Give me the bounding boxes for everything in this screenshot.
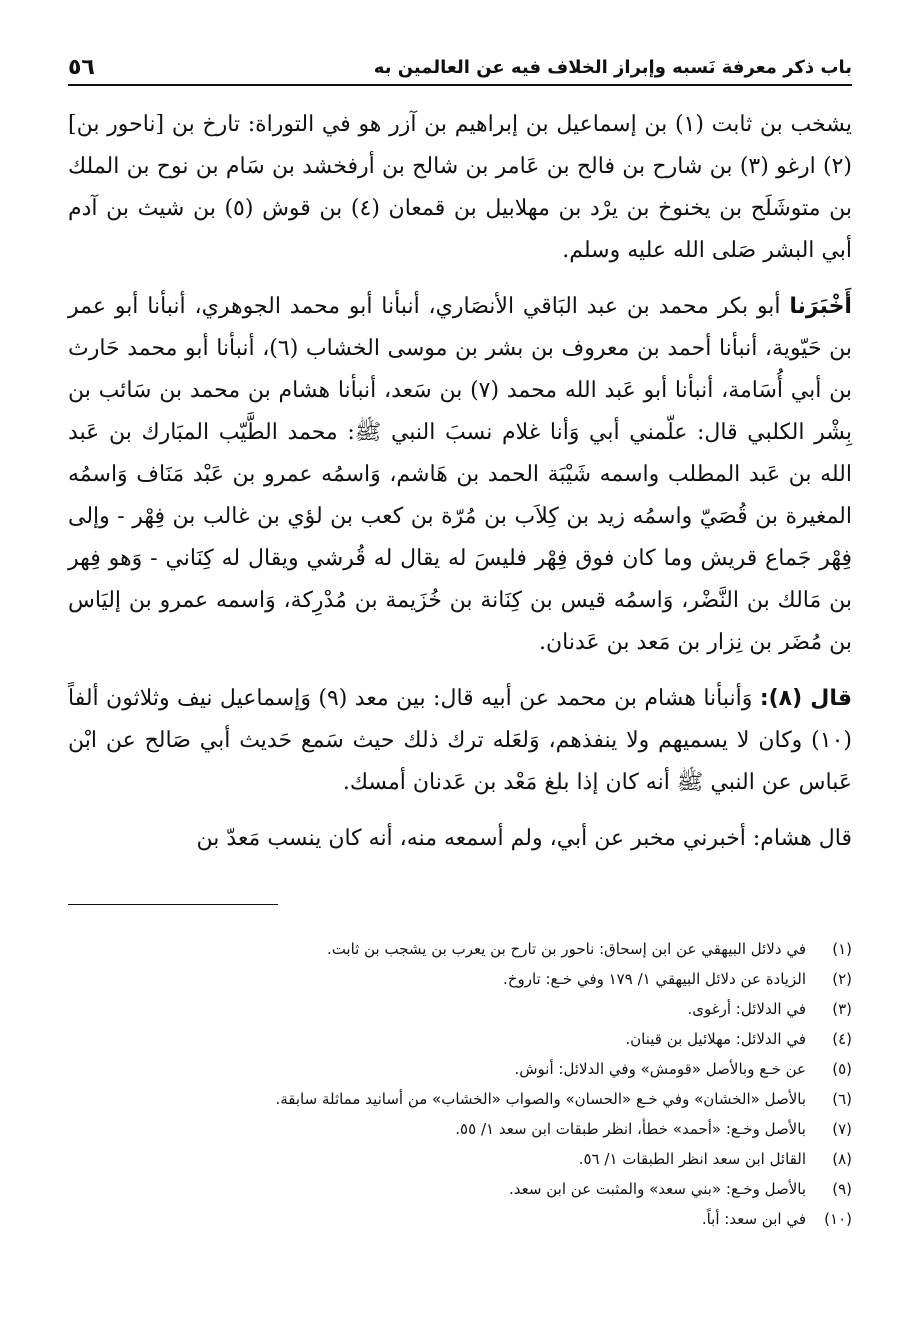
footnote — [68, 934, 852, 964]
footnote-number: (٢) — [832, 970, 852, 988]
page-number: ٥٦ — [68, 55, 95, 80]
footnote-text: في دلائل البيهقي عن ابن إسحاق: ناحور بن تارح بن يعرب بن يشجب بن ثابت. — [326, 940, 806, 958]
footnote-number: (٣) — [832, 1000, 852, 1018]
footnote-text: الزيادة عن دلائل البيهقي ١/ ١٧٩ وفي خـع: تاروخ. — [503, 970, 806, 988]
page-header — [68, 48, 852, 86]
paragraph-2 — [68, 286, 852, 664]
footnote-text: في ابن سعد: أباً. — [701, 1210, 806, 1228]
footnotes — [68, 934, 852, 1234]
footnote-text: بالأصل وخـع: «بني سعد» والمثبت عن ابن سعد. — [509, 1180, 806, 1198]
main-text — [68, 104, 852, 860]
paragraph-2-lead: أَخْبَرَنا — [789, 294, 852, 319]
footnote-text: القائل ابن سعد انظر الطبقات ١/ ٥٦. — [578, 1150, 806, 1168]
footnote — [68, 1114, 852, 1144]
footnote-number: (٤) — [832, 1030, 852, 1048]
footnote-number: (١٠) — [824, 1210, 852, 1228]
running-title: باب ذكر معرفة نَسبه وإبراز الخلاف فيه عن العالمين به — [373, 57, 852, 78]
footnote — [68, 994, 852, 1024]
paragraph-3-lead: قال (٨): — [759, 686, 852, 711]
footnote-divider — [68, 904, 278, 905]
footnote-text: عن خـع وبالأصل «قومش» وفي الدلائل: أنوش. — [514, 1060, 806, 1078]
footnote-number: (٦) — [832, 1090, 852, 1108]
footnote-text: بالأصل وخـع: «أحمد» خطأ، انظر طبقات ابن سعد ١/ ٥٥. — [455, 1120, 806, 1138]
footnote-text: في الدلائل: مهلائيل بن قينان. — [625, 1030, 806, 1048]
paragraph-1: يشخب بن ثابت (١) بن إسماعيل بن إبراهيم بن آزر هو في التوراة: تارخ بن [ناحور بن] (٢) ارغو (٣) بن شارح بن فالح بن عَامر بن شالح بن أرفخشد بن سَام بن نوح بن الملك بن متوشَلَح بن يخنوخ بن يرْد بن مهلابيل بن قمعان (٤) بن قوش (٥) بن شيث بن آدم أبي البشر صَلى الله عليه وسلم. — [68, 112, 852, 263]
footnote-number: (٩) — [832, 1180, 852, 1198]
paragraph-4: قال هشام: أخبرني مخبر عن أبي، ولم أسمعه منه، أنه كان ينسب مَعدّ بن — [196, 826, 852, 851]
footnote — [68, 1174, 852, 1204]
footnote-text: في الدلائل: أرغوى. — [687, 1000, 806, 1018]
paragraph-2-text: أبو بكر محمد بن عبد البَاقي الأنصَاري، أنبأنا أبو محمد الجوهري، أنبأنا أبو عمر بن حَيّوية، أنبأنا أحمد بن معروف بن بشر بن موسى الخشاب (٦)، أنبأنا أبو محمد حَارث بن أبي أُسَامة، أنبأنا أبو عَبد الله محمد (٧) بن سَعد، أنبأنا هشام بن محمد بن سَائب بن بِشْر الكلبي قال: علّمني أبي وَأنا غلام نسبَ النبي ﷺ: محمد الطَّيّب المبَارك بن عَبد الله بن عَبد المطلب واسمه شَيْبَة الحمد بن هَاشم، وَاسمُه عمرو بن عَبْد مَنَاف وَاسمُه المغيرة بن قُصَيّ واسمُه زيد بن كِلاَب بن مُرّة بن كعب بن لؤي بن غالب بن فِهْر - وإلى فِهْر جَماع قريش وما كان فوق فِهْر فليسَ له يقال له قُرشي ويقال له كِنَاني - وَهو فِهر بن مَالك بن النَّضْر، وَاسمُه قيس بن كِنَانة بن خُزَيمة بن مُدْرِكة، وَاسمه عمرو بن إليَاس بن مُضَر بن نِزار بن مَعد بن عَدنان. — [68, 294, 852, 655]
footnote — [68, 1084, 852, 1114]
footnote-number: (٥) — [832, 1060, 852, 1078]
footnote — [68, 1024, 852, 1054]
paragraph-3-text: وَأنبأنا هشام بن محمد عن أبيه قال: بين معد (٩) وَإسماعيل نيف وثلاثون ألفاً (١٠) وكان لا يسميهم ولا ينفذهم، وَلعَله ترك ذلك حيث سَمع حَديث أبي صَالح عن ابْن عَباس عن النبي ﷺ أنه كان إذا بلغ مَعْد بن عَدنان أمسك. — [68, 686, 852, 795]
book-page — [68, 0, 852, 1336]
footnote — [68, 1144, 852, 1174]
footnote-number: (٧) — [832, 1120, 852, 1138]
footnote-number: (١) — [832, 940, 852, 958]
footnote — [68, 964, 852, 994]
footnote — [68, 1054, 852, 1084]
footnote-text: بالأصل «الخشان» وفي خـع «الحسان» والصواب «الخشاب» من أسانيد مماثلة سابقة. — [275, 1090, 806, 1108]
paragraph-3 — [68, 678, 852, 804]
footnote-number: (٨) — [832, 1150, 852, 1168]
footnote — [68, 1204, 852, 1234]
